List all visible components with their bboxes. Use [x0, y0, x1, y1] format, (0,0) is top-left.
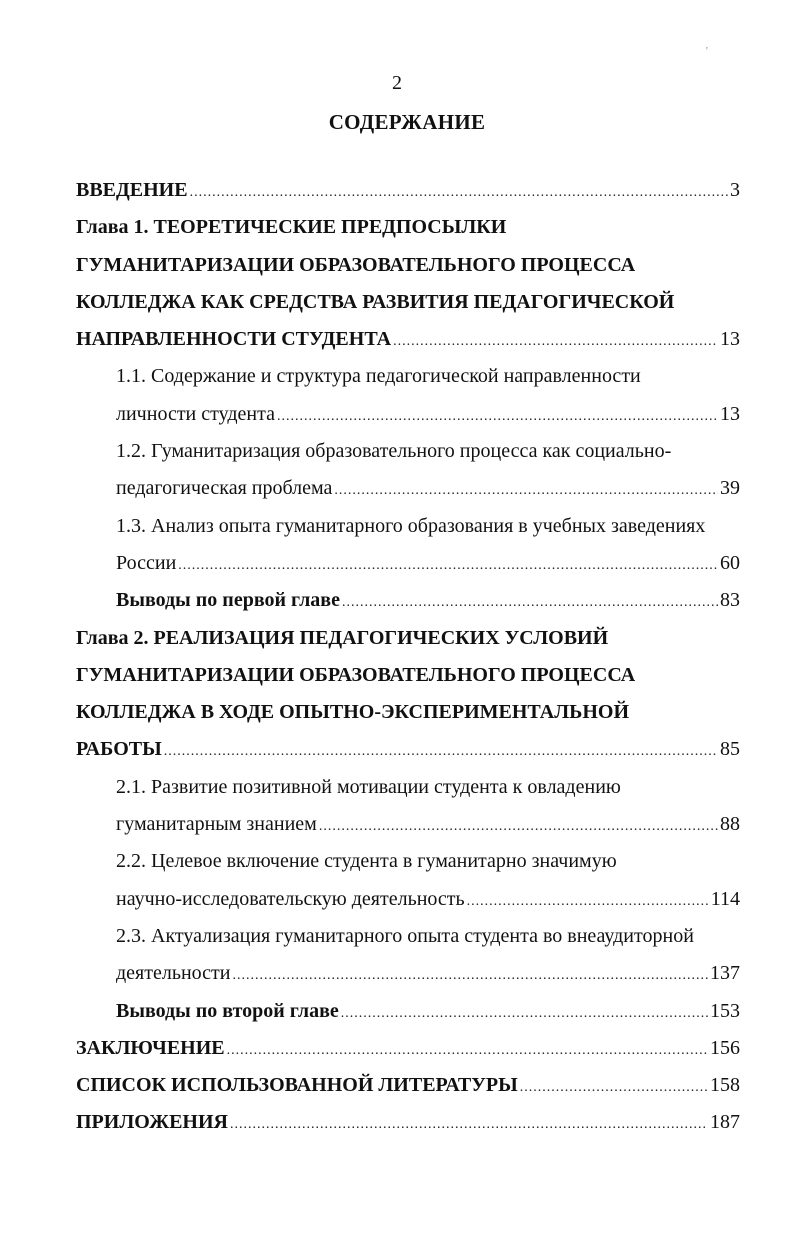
dot-leader — [467, 883, 709, 920]
toc-entry-conclusions-chapter-2[interactable] — [76, 993, 740, 1030]
dot-leader — [520, 1069, 708, 1106]
toc-chapter-2-heading — [76, 694, 740, 731]
table-of-contents — [76, 172, 740, 1142]
corner-mark: ' — [706, 46, 708, 57]
toc-page-number: 158 — [710, 1074, 740, 1097]
toc-entry-label: ВВЕДЕНИЕ — [76, 179, 188, 201]
dot-leader — [342, 584, 718, 621]
toc-entry-chapter-1[interactable] — [76, 321, 740, 358]
toc-chapter-1-heading — [76, 284, 740, 321]
toc-chapter-1-heading — [76, 209, 740, 246]
toc-entry-label: ГУМАНИТАРИЗАЦИИ ОБРАЗОВАТЕЛЬНОГО ПРОЦЕССА — [76, 253, 636, 276]
dot-leader — [227, 1032, 708, 1069]
toc-entry-label: Выводы по первой главе — [116, 589, 340, 612]
toc-entry-section-1-1[interactable] — [76, 396, 740, 433]
toc-entry-conclusions-chapter-1[interactable] — [76, 582, 740, 619]
toc-entry-label: Выводы по второй главе — [116, 999, 339, 1022]
toc-entry-label: ЗАКЛЮЧЕНИЕ — [76, 1036, 225, 1059]
toc-entry-appendices[interactable] — [76, 1104, 740, 1141]
toc-page-number: 156 — [710, 1036, 740, 1059]
toc-section-1-2-heading — [76, 433, 740, 470]
toc-chapter-2-heading — [76, 657, 740, 694]
dot-leader — [341, 995, 708, 1032]
page-title: СОДЕРЖАНИЕ — [328, 110, 486, 134]
dot-leader — [277, 398, 718, 435]
toc-entry-label: научно-исследовательскую деятельность — [116, 887, 465, 910]
toc-entry-bibliography[interactable] — [76, 1067, 740, 1104]
dot-leader — [393, 323, 718, 360]
toc-entry-label: ГУМАНИТАРИЗАЦИИ ОБРАЗОВАТЕЛЬНОГО ПРОЦЕССА — [76, 663, 636, 686]
dot-leader — [319, 808, 718, 845]
toc-entry-label: личности студента — [116, 402, 275, 425]
dot-leader — [190, 174, 728, 211]
toc-entry-conclusion[interactable] — [76, 1030, 740, 1067]
toc-page-number: 39 — [720, 477, 740, 500]
toc-entry-label: ПРИЛОЖЕНИЯ — [76, 1111, 228, 1134]
toc-entry-label: деятельности — [116, 962, 231, 985]
toc-entry-label: гуманитарным знанием — [116, 813, 317, 836]
toc-entry-label: РАБОТЫ — [76, 738, 162, 761]
toc-entry-label: СПИСОК ИСПОЛЬЗОВАННОЙ ЛИТЕРАТУРЫ — [76, 1074, 518, 1097]
toc-entry-chapter-2[interactable] — [76, 731, 740, 768]
toc-section-2-1-heading — [76, 769, 740, 806]
toc-entry-label: 2.3. Актуализация гуманитарного опыта студента во внеаудиторной — [116, 924, 694, 947]
toc-page-number: 88 — [720, 813, 740, 836]
toc-entry-label: педагогическая проблема — [116, 477, 333, 500]
toc-entry-label: 2.1. Развитие позитивной мотивации студента к овладению — [116, 775, 621, 798]
toc-page-number: 3 — [730, 179, 740, 201]
dot-leader — [178, 547, 718, 584]
toc-entry-label: Глава 2. РЕАЛИЗАЦИЯ ПЕДАГОГИЧЕСКИХ УСЛОВИЙ — [76, 626, 609, 649]
toc-entry-label: 2.2. Целевое включение студента в гуманитарно значимую — [116, 850, 617, 873]
toc-entry-label: России — [116, 551, 177, 574]
dot-leader — [164, 733, 718, 770]
toc-page-number: 13 — [720, 402, 740, 425]
toc-page-number: 83 — [720, 589, 740, 612]
toc-chapter-2-heading — [76, 620, 740, 657]
toc-entry-section-1-3[interactable] — [76, 545, 740, 582]
toc-entry-label: КОЛЛЕДЖА КАК СРЕДСТВА РАЗВИТИЯ ПЕДАГОГИЧЕСКОЙ — [76, 290, 675, 313]
toc-section-1-1-heading — [76, 358, 740, 395]
toc-page-number: 187 — [710, 1111, 740, 1134]
toc-page-number: 13 — [720, 328, 740, 351]
toc-page-number: 114 — [710, 887, 740, 910]
toc-entry-section-2-2[interactable] — [76, 881, 740, 918]
toc-section-2-3-heading — [76, 918, 740, 955]
dot-leader — [230, 1106, 708, 1143]
toc-section-1-3-heading — [76, 508, 740, 545]
toc-entry-section-2-3[interactable] — [76, 955, 740, 992]
toc-page-number: 60 — [720, 551, 740, 574]
toc-entry-label: 1.1. Содержание и структура педагогической направленности — [116, 365, 641, 388]
toc-entry-label: Глава 1. ТЕОРЕТИЧЕСКИЕ ПРЕДПОСЫЛКИ — [76, 216, 507, 239]
dot-leader — [233, 957, 709, 994]
toc-entry-section-2-1[interactable] — [76, 806, 740, 843]
dot-leader — [334, 472, 718, 509]
toc-entry-label: НАПРАВЛЕННОСТИ СТУДЕНТА — [76, 328, 392, 351]
toc-entry-section-1-2[interactable] — [76, 470, 740, 507]
toc-page-number: 85 — [720, 738, 740, 761]
toc-page-number: 153 — [710, 999, 740, 1022]
toc-chapter-1-heading — [76, 247, 740, 284]
toc-entry-label: 1.3. Анализ опыта гуманитарного образования в учебных заведениях — [116, 514, 706, 537]
toc-entry-introduction[interactable] — [76, 172, 740, 209]
toc-page-number: 137 — [710, 962, 740, 985]
toc-section-2-2-heading — [76, 843, 740, 880]
toc-entry-label: 1.2. Гуманитаризация образовательного процесса как социально- — [116, 440, 672, 463]
toc-entry-label: КОЛЛЕДЖА В ХОДЕ ОПЫТНО-ЭКСПЕРИМЕНТАЛЬНОЙ — [76, 701, 630, 724]
page-number: 2 — [392, 72, 402, 94]
